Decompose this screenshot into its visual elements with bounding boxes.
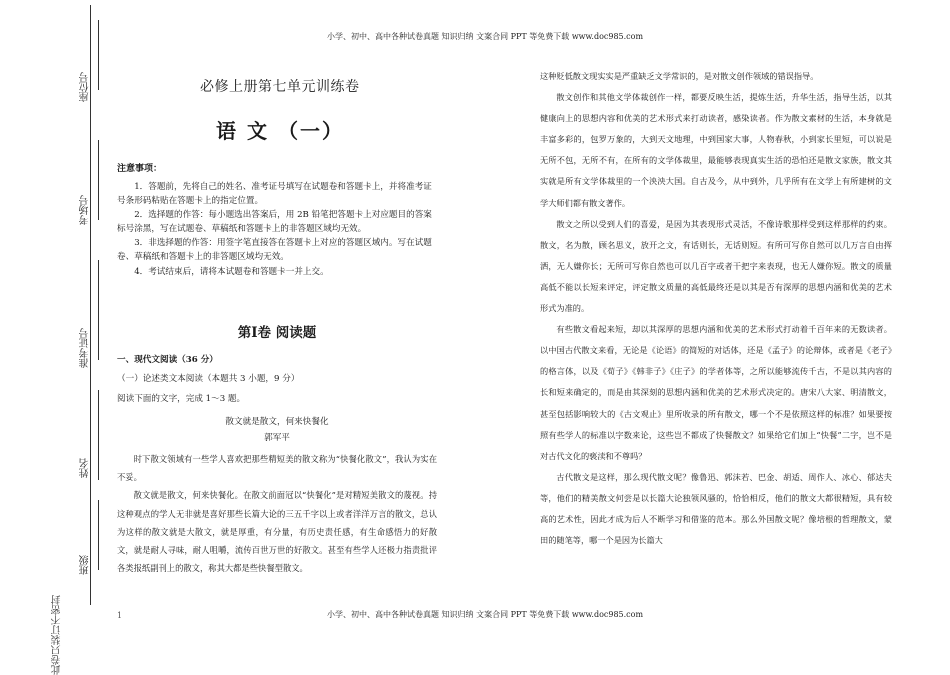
class-label: 班级 [80, 555, 91, 575]
section-title: 一、现代文阅读（36 分） [117, 355, 218, 365]
passage-paragraph: 这种贬低散文现实实是严重缺乏文学常识的，是对散文创作领域的错误指导。 [540, 71, 819, 81]
passage-paragraph: 散文就是散文，何来快餐化。在散文前面冠以“快餐化”是对精短美散文的蔑视。持这种观点的学人无非就是喜好那些长篇大论的三五千字以上或者洋洋万言的散文，总认为这样的散文就是大散文，就是厚重，有分量，有历史责任感，有生命感悟力的好散文，就是耐人寻味，耐人咀嚼，流传百世万世的好散文。甚至有些学人还极力指责批评各类报纸副刊上的散文，称其大都是些快餐型散文。 [117, 490, 437, 574]
notes-list [117, 180, 437, 279]
passage-paragraph: 有些散文看起来短，却以其深厚的思想内涵和优美的艺术形式打动着千百年来的无数读者。以中国古代散文来看，无论是《论语》的简短的对话体，还是《孟子》的论辩体，或者是《老子》的格言体，以及《荀子》《韩非子》《庄子》的学者体等，之所以能够流传千古，不是以其内容的长和短来确定的，而是由其深刻的思想内涵和优美的艺术形式决定的。唐宋八大家、明清散文，甚至包括影响较大的《古文观止》里所收录的所有散文，哪一个不是依照这样的标准？如果要按照有些学人的标准以字数来论，这些岂不都成了快餐散文？如果给它们加上“快餐”二字，岂不是对古代文化的亵渎和不尊吗？ [540, 324, 892, 461]
question-title: （一）论述类文本阅读（本题共 3 小题，9 分） [117, 374, 300, 384]
ticket-number-label: 准考证号 [80, 328, 91, 368]
paper-title: 语 文 （一） [216, 119, 344, 143]
passage-right-column [540, 66, 892, 551]
seat-number-field[interactable] [98, 20, 99, 90]
paper-subtitle: 必修上册第七单元训练卷 [200, 79, 360, 95]
passage-left-column [117, 450, 437, 577]
note-item: 1．答题前，先将自己的姓名、准考证号填写在试题卷和答题卡上，并将准考证号条形码粘贴在答题卡上的指定位置。 [117, 182, 432, 207]
name-label: 姓名 [80, 458, 91, 478]
passage-title: 散文就是散文，何来快餐化 [225, 417, 329, 427]
footer-mark: 1 [117, 611, 123, 620]
note-item: 3．非选择题的作答：用签字笔直接答在答题卡上对应的答题区域内。写在试题卷、草稿纸和答题卡上的非答题区域均无效。 [117, 238, 432, 263]
passage-paragraph: 散文之所以受到人们的喜爱，是因为其表现形式灵活，不像诗歌那样受到这样那样的约束。散文，名为散，顾名思义，放开之文，有话则长，无话则短。有所可写你自然可以几万言自由挥洒，无人嫌你长；无所可写你自然也可以几百字或者干把字来表现，也无人嫌你短。散文的质量高低不能以长短来评定，评定散文质量的高低最终还是以其是否有深厚的思想内涵和优美的艺术形式为准的。 [540, 218, 892, 314]
page-footer: 小学、初中、高中各种试卷真题 知识归纳 文案合同 PPT 等免费下载 www.doc985.com [327, 610, 644, 619]
seat-number-label: 座位号 [80, 72, 91, 102]
notes-heading: 注意事项： [117, 164, 163, 174]
passage-paragraph: 时下散文领域有一些学人喜欢把那些精短美的散文称为“快餐化散文”，我认为实在不妥。 [117, 454, 437, 483]
exam-room-field[interactable] [98, 140, 99, 220]
name-field[interactable] [98, 390, 99, 480]
question-instruction: 阅读下面的文字，完成 1～3 题。 [117, 394, 246, 404]
volume-title: 第Ⅰ卷 阅读题 [237, 325, 317, 341]
note-item: 4．考试结束后，请将本试题卷和答题卡一并上交。 [134, 266, 329, 277]
passage-author: 郭军平 [264, 433, 290, 443]
note-item: 2．选择题的作答：每小题选出答案后，用 2B 铅笔把答题卡上对应题目的答案标号涂黑，写在试题卷、草稿纸和答题卡上的非答题区域均无效。 [117, 210, 432, 235]
seal-notice: 此卷只装订不密封 [52, 595, 63, 675]
page-header: 小学、初中、高中各种试卷真题 知识归纳 文案合同 PPT 等免费下载 www.doc985.com [327, 32, 644, 41]
class-field[interactable] [98, 500, 99, 570]
exam-room-label: 考场号 [80, 195, 91, 225]
passage-paragraph: 古代散文是这样，那么现代散文呢？像鲁迅、郭沫若、巴金、胡适、周作人、冰心、郁达夫等，他们的精美散文何尝是以长篇大论独领风骚的，恰恰相反，他们的散文大都很精短，具有较高的艺术性，因此才成为后人不断学习和借鉴的范本。那么外国散文呢？像培根的哲理散文，蒙田的随笔等，哪一个是因为长篇大 [540, 471, 892, 546]
passage-paragraph: 散文创作和其他文学体裁创作一样，都要反映生活，提炼生活，升华生活，指导生活，以其健康向上的思想内容和优美的艺术形式来打动读者，感染读者。作为散文素材的生活，本身就是丰富多彩的，包罗万象的，大到天文地理，中到国家大事，人物春秋，小到家长里短，可以说是无所不包，无所不有，在所有的文学体裁里，最能够表现真实生活的恐怕还是散文家族，散文其实就是所有文学体裁里的一个泱泱大国。自古及今，从中到外，几乎所有在文学上有所建树的文学大师们都有散文著作。 [540, 92, 892, 208]
ticket-number-field[interactable] [98, 260, 99, 360]
